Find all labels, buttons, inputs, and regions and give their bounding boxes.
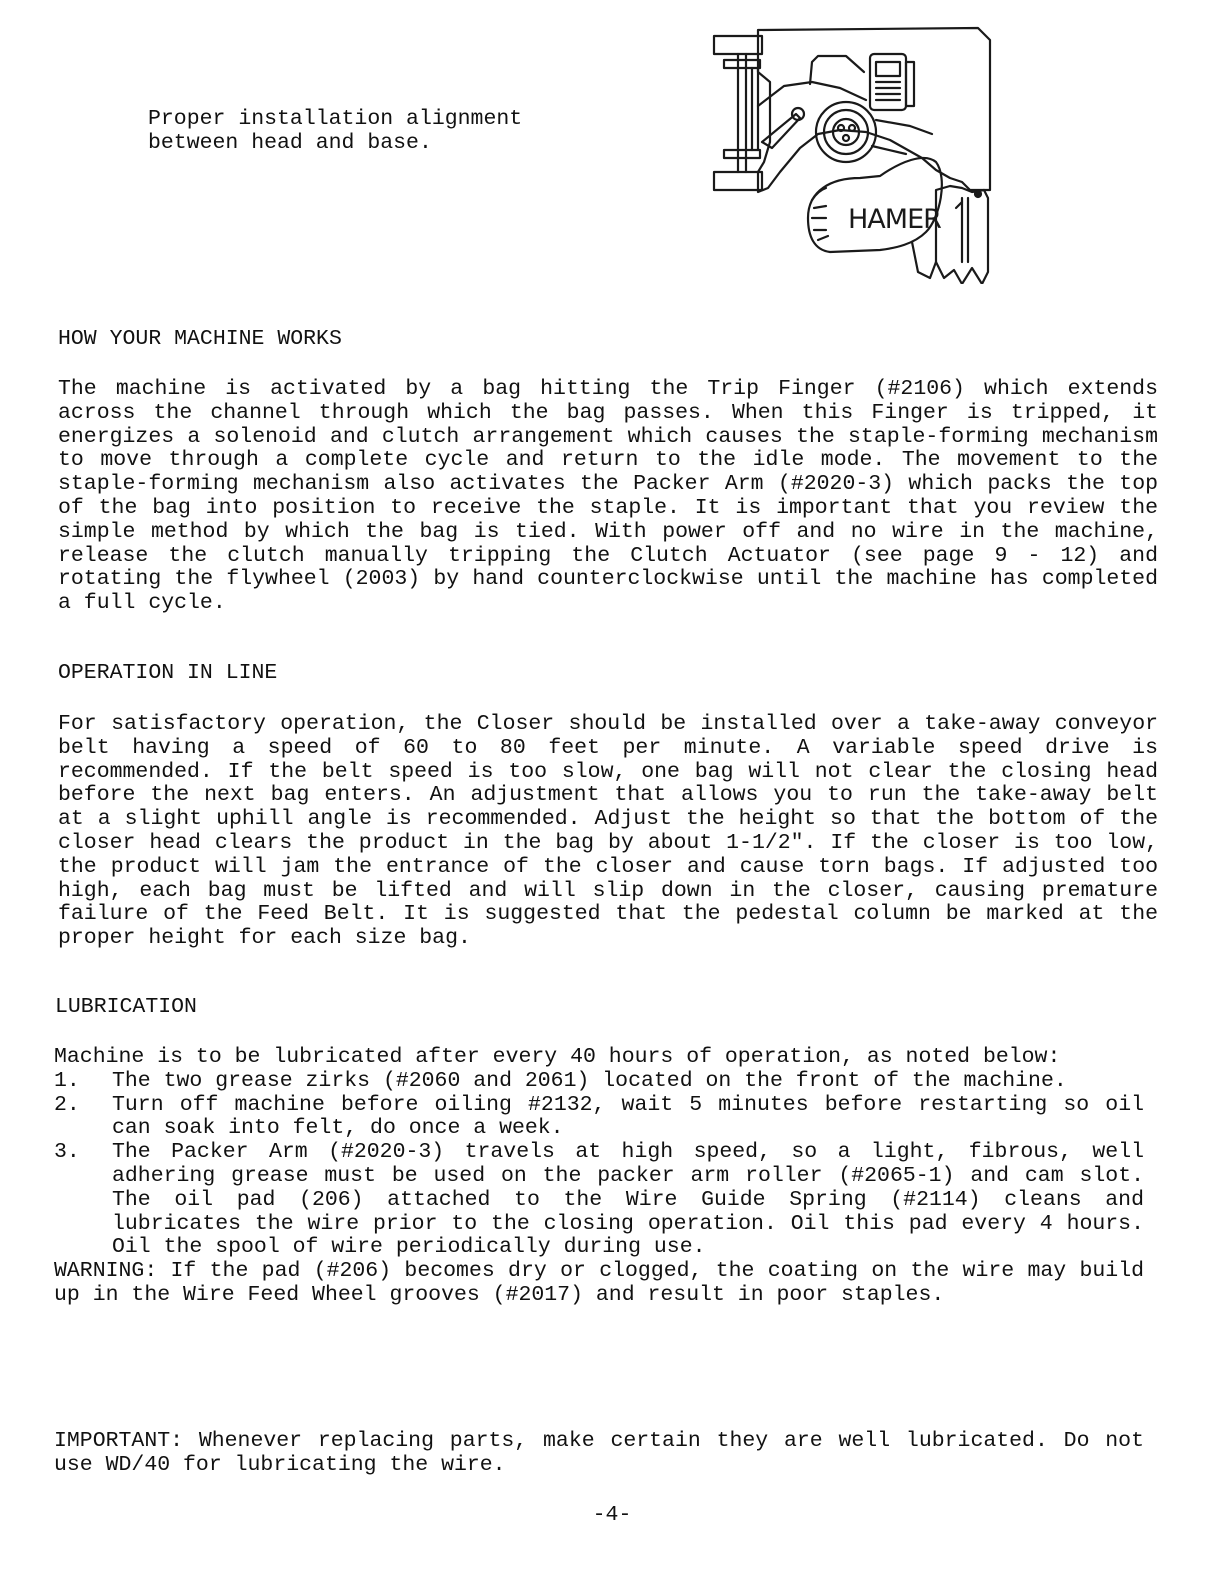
hamer-brand-text: HAMER [848, 204, 941, 235]
list-item-text: The Packer Arm (#2020-3) travels at high speed, so a light, fibrous, well adhering grease must be used on the packer arm roller (#2065-1) and cam slot. The oil pad (206) attached to the Wire Guide Spring (#2114) cleans and lubricates the wire prior to the closing operation. Oil this pad every 4 hours. Oil the spool of wire periodically during use. [112, 1140, 1144, 1260]
how-it-works-body: The machine is activated by a bag hitting the Trip Finger (#2106) which extends across the channel through which the bag passes. When this Finger is tripped, it energizes a solenoid and clutch arrangement which causes the staple-forming mechanism to move through a complete cycle and return to the idle mode. The movement to the staple-forming mechanism also activates the Packer Arm (#2020-3) which packs the top of the bag into position to receive the staple. It is important that you review the simple method by which the bag is tied. With power off and no wire in the machine, release the clutch manually tripping the Clutch Actuator (see page 9 - 12) and rotating the flywheel (2003) by hand counterclockwise until the machine has completed a full cycle. [58, 377, 1158, 616]
list-item [54, 1141, 1144, 1260]
operation-in-line-paragraph [58, 713, 1158, 951]
lubrication-block [54, 1046, 1144, 1308]
list-item-number: 2. [54, 1092, 80, 1117]
operation-in-line-body: For satisfactory operation, the Closer should be installed over a take-away conveyor belt having a speed of 60 to 80 feet per minute. A variable speed drive is recommended. If the belt speed is too slow, one bag will not clear the closing head before the next bag enters. An adjustment that allows you to run the take-away belt at a slight uphill angle is recommended. Adjust the height so that the bottom of the closer head clears the product in the bag by about 1-1/2". If the closer is too low, the product will jam the entrance of the closer and cause torn bags. If adjusted too high, each bag must be lifted and will slip down in the closer, causing premature failure of the Feed Belt. It is suggested that the pedestal column be marked at the proper height for each size bag. [58, 712, 1158, 951]
list-item-number: 1. [54, 1068, 80, 1093]
how-it-works-paragraph [58, 378, 1158, 616]
machine-illustration [700, 22, 1000, 284]
list-item [54, 1070, 1144, 1094]
figure-caption [148, 108, 668, 156]
page-number: -4- [592, 1503, 632, 1527]
caption-line-2: between head and base. [148, 130, 432, 155]
warning-note: WARNING: If the pad (#206) becomes dry or clogged, the coating on the wire may build up in the Wire Feed Wheel grooves (#2017) and result in poor staples. [54, 1259, 1144, 1307]
important-note: IMPORTANT: Whenever replacing parts, make certain they are well lubricated. Do not use WD/40 for lubricating the wire. [54, 1429, 1144, 1477]
caption-line-1: Proper installation alignment [148, 107, 523, 131]
section-heading-how-it-works: HOW YOUR MACHINE WORKS [58, 327, 342, 351]
list-item-number: 3. [54, 1140, 80, 1165]
list-item-text: The two grease zirks (#2060 and 2061) located on the front of the machine. [112, 1068, 1067, 1093]
list-item-text: Turn off machine before oiling #2132, wait 5 minutes before restarting so oil can soak into felt, do once a week. [112, 1092, 1144, 1141]
lubrication-intro: Machine is to be lubricated after every 40 hours of operation, as noted below: [54, 1045, 1061, 1069]
section-heading-lubrication: LUBRICATION [55, 995, 197, 1019]
section-heading-operation-in-line: OPERATION IN LINE [58, 661, 278, 685]
list-item [54, 1094, 1144, 1142]
